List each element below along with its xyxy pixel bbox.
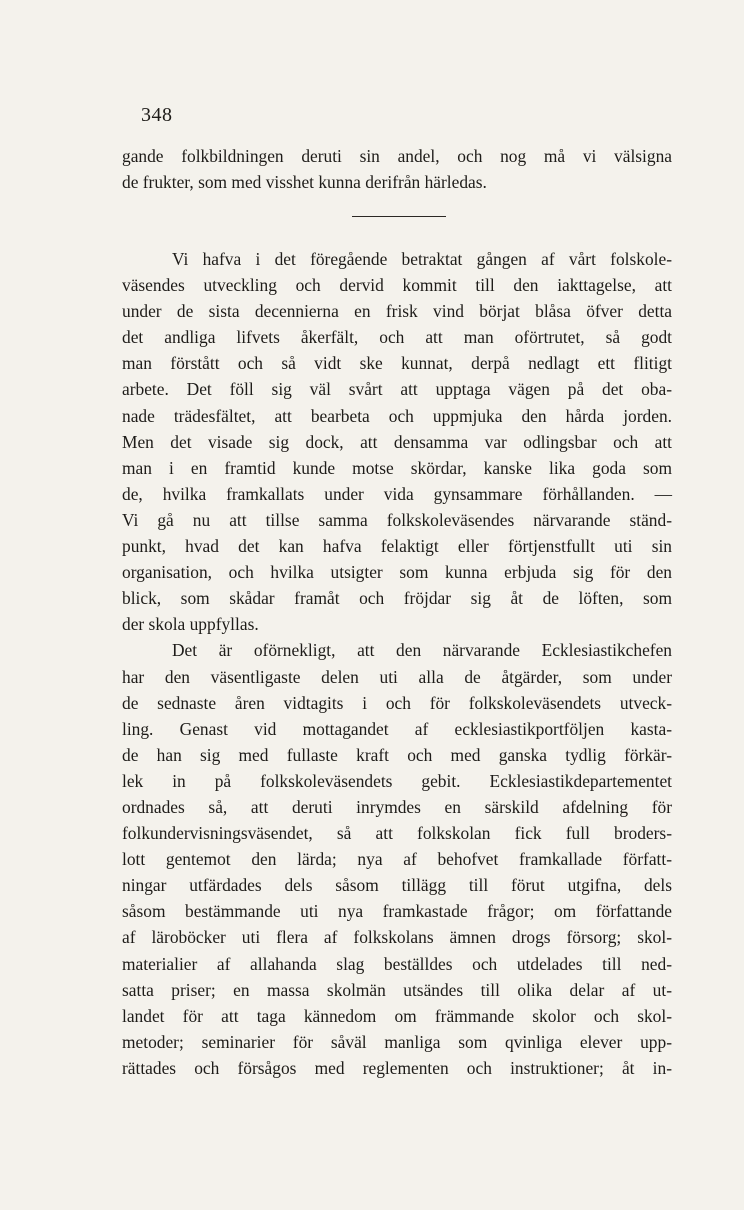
text-line: ordnades så, att deruti inrymdes en särskild afdelning för <box>122 796 672 817</box>
text-line: man i en framtid kunde motse skördar, kanske lika goda som <box>122 457 672 478</box>
text-line: väsendes utveckling och dervid kommit till den iakttagelse, att <box>122 275 672 296</box>
text-line: af läroböcker uti flera af folkskolans ämnen drogs försorg; skol- <box>122 927 672 948</box>
text-line: Men det visade sig dock, att densamma var odlingsbar och att <box>122 431 672 452</box>
text-line: arbete. Det föll sig väl svårt att upptaga vägen på det oba- <box>122 379 672 400</box>
text-line: ling. Genast vid mottagandet af ecklesiastikportföljen kasta- <box>122 718 672 739</box>
text-line: under de sista decennierna en frisk vind börjat blåsa öfver detta <box>122 301 672 322</box>
text-line: punkt, hvad det kan hafva felaktigt eller förtjenstfullt uti sin <box>122 536 672 557</box>
text-line: har den väsentligaste delen uti alla de åtgärder, som under <box>122 666 672 687</box>
text-line: metoder; seminarier för såväl manliga som qvinliga elever upp- <box>122 1031 672 1052</box>
text-line: man förstått och så vidt ske kunnat, derpå nedlagt ett flitigt <box>122 353 672 374</box>
text-line: satta priser; en massa skolmän utsändes till olika delar af ut- <box>122 979 672 1000</box>
text-line: der skola uppfyllas. <box>122 614 259 635</box>
text-line: nade trädesfältet, att bearbeta och uppmjuka den hårda jorden. <box>122 405 672 426</box>
text-line: gande folkbildningen deruti sin andel, och nog må vi välsigna <box>122 146 672 166</box>
text-line: lott gentemot den lärda; nya af behofvet framkallade författ- <box>122 849 672 870</box>
text-line: ningar utfärdades dels såsom tillägg till förut utgifna, dels <box>122 875 672 896</box>
text-line: Vi gå nu att tillse samma folkskoleväsendes närvarande ständ- <box>122 509 672 530</box>
text-line: de han sig med fullaste kraft och med ganska tydlig förkär- <box>122 744 672 765</box>
text-line: de, hvilka framkallats under vida gynsammare förhållanden. — <box>122 483 672 504</box>
text-line: lek in på folkskoleväsendets gebit. Ecklesiastikdepartementet <box>122 770 672 791</box>
text-line: organisation, och hvilka utsigter som kunna erbjuda sig för den <box>122 562 672 583</box>
section-separator <box>352 216 446 217</box>
page-number: 348 <box>141 104 173 126</box>
intro-paragraph <box>122 143 672 195</box>
text-line: de sednaste åren vidtagits i och för folkskoleväsendets utveck- <box>122 692 672 713</box>
text-line: Vi hafva i det föregående betraktat gången af vårt folskole- <box>172 249 672 269</box>
text-line: det andliga lifvets åkerfält, och att man oförtrutet, så godt <box>122 327 672 348</box>
text-line: blick, som skådar framåt och fröjdar sig åt de löften, som <box>122 588 672 609</box>
text-line: de frukter, som med visshet kunna derifrån härledas. <box>122 172 487 193</box>
text-line: folkundervisningsväsendet, så att folkskolan fick full broders- <box>122 823 672 844</box>
text-line: rättades och försågos med reglementen och instruktioner; åt in- <box>122 1057 672 1078</box>
body-text <box>122 246 672 1081</box>
text-line: landet för att taga kännedom om främmande skolor och skol- <box>122 1005 672 1026</box>
text-line: Det är oförnekligt, att den närvarande Ecklesiastikchefen <box>172 640 672 661</box>
text-line: såsom bestämmande uti nya framkastade frågor; om författande <box>122 901 672 922</box>
text-line: materialier af allahanda slag beställdes och utdelades till ned- <box>122 953 672 974</box>
